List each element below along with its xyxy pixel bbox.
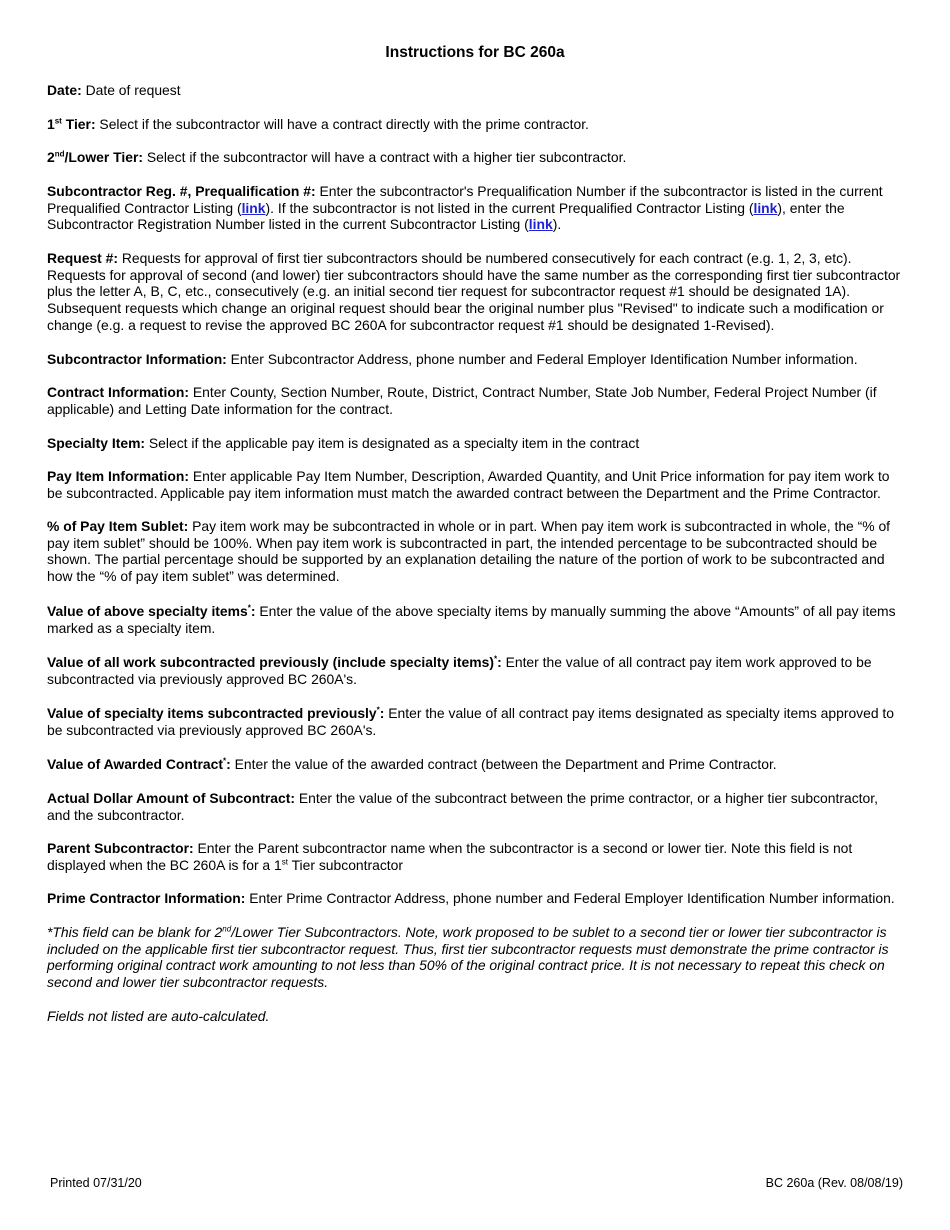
auto-calculated-note: Fields not listed are auto-calculated.	[47, 1008, 270, 1024]
printed-date: Printed 07/31/20	[50, 1176, 142, 1190]
entry-label: 1st Tier:	[47, 116, 96, 132]
entry-label: Prime Contractor Information:	[47, 890, 246, 906]
entry-text: Enter Prime Contractor Address, phone number and Federal Employer Identification Number information.	[245, 890, 895, 906]
entry-label: Date:	[47, 82, 82, 98]
entry-label: Specialty Item:	[47, 435, 146, 451]
entry-text: Enter the value of the subcontract between the prime contractor, or a higher tier subcontractor, and the subcontractor.	[47, 790, 878, 823]
entry-subcontractor-reg: Subcontractor Reg. #, Prequalification #: Enter the subcontractor's Prequalification Number if the subcontractor is listed in the current Prequalified Contractor Listing (link). If the subcontractor is not listed in the current Prequalified Contractor Listing (link), enter the Subcontractor Registration Number listed in the current Subcontractor Listing (link).	[47, 183, 883, 233]
entry-text: Pay item work may be subcontracted in whole or in part. When pay item work is subcontracted in whole, the “% of pay item sublet” should be 100%. When pay item work is subcontracted in part, the intended percentage to be subcontracted should be shown. The partial percentage should be supported by an explanation detailing the nature of the portion of work to be subcontracted and how the “% of pay item sublet” was determined.	[47, 518, 891, 585]
entry-text: Enter the value of the awarded contract (between the Department and Prime Contractor.	[230, 756, 777, 772]
entry-text: Select if the applicable pay item is designated as a specialty item in the contract	[145, 435, 640, 451]
entry-text: Enter the value of all contract pay item work approved to be subcontracted via previously approved BC 260A's.	[47, 654, 872, 687]
entry-label: Request #:	[47, 250, 119, 266]
entry-label: Subcontractor Information:	[47, 351, 227, 367]
entry-text: Select if the subcontractor will have a contract directly with the prime contractor.	[95, 116, 589, 132]
entry-label: Parent Subcontractor:	[47, 840, 194, 856]
entry-subcontractor-information	[47, 351, 903, 368]
entry-text: Enter applicable Pay Item Number, Description, Awarded Quantity, and Unit Price information for pay item work to be subcontracted. Applicable pay item information must match the awarded contract between the Department and the Prime Contractor.	[47, 468, 890, 501]
entry-label: 2nd/Lower Tier:	[47, 149, 143, 165]
form-revision: BC 260a (Rev. 08/08/19)	[765, 1176, 903, 1190]
entry-second-lower-tier	[47, 149, 903, 166]
entry-prime-contractor-information	[47, 890, 903, 907]
prequalified-listing-link[interactable]: link	[241, 199, 266, 216]
entry-text: Enter Subcontractor Address, phone number and Federal Employer Identification Number information.	[226, 351, 858, 367]
entry-label: Pay Item Information:	[47, 468, 190, 484]
entry-text: Enter the value of all contract pay items designated as specialty items approved to be subcontracted via previously approved BC 260A's.	[47, 705, 895, 738]
asterisk-note: *This field can be blank for 2nd/Lower Tier Subcontractors. Note, work proposed to be sublet to a second tier or lower tier subcontractor is included on the applicable first tier subcontractor request. Thus, first tier subcontractor requests must demonstrate the prime contractor is performing original contract work amounting to not less than 50% of the original contract price. It is not necessary to repeat this check on second and lower tier subcontractor requests.	[47, 924, 889, 991]
entry-text: Requests for approval of first tier subcontractors should be numbered consecutively for each contract (e.g. 1, 2, 3, etc). Requests for approval of second (and lower) tier subcontractors should have the same number as the corresponding first tier subcontractor plus the letter A, B, C, etc., consecutively (e.g. an initial second tier request for subcontractor request #1 should be designated 1A). Subsequent requests which change an original request should bear the original number plus "Revised" to indicate such a modification or change (e.g. a request to revise the approved BC 260A for subcontractor request #1 should be designated 1-Revised).	[47, 250, 901, 333]
entry-label: Value of all work subcontracted previously (include specialty items)*:	[47, 654, 502, 670]
entry-label: Contract Information:	[47, 384, 189, 400]
entry-value-all-work	[47, 654, 903, 687]
entry-parent-subcontractor: Parent Subcontractor: Enter the Parent subcontractor name when the subcontractor is a second or lower tier. Note this field is not displayed when the BC 260A is for a 1st Tier subcontractor	[47, 840, 853, 873]
entry-value-specialty-previous	[47, 705, 903, 738]
entry-request-number	[47, 250, 903, 334]
entry-label: Actual Dollar Amount of Subcontract:	[47, 790, 295, 806]
entry-text: Select if the subcontractor will have a contract with a higher tier subcontractor.	[143, 149, 627, 165]
entry-text: Date of request	[81, 82, 181, 98]
entry-label: % of Pay Item Sublet:	[47, 518, 189, 534]
subcontractor-listing-link[interactable]: link	[528, 216, 553, 233]
entry-pay-item-sublet	[47, 518, 903, 585]
entry-pay-item-information	[47, 468, 903, 501]
entry-value-specialty-items	[47, 603, 903, 636]
entry-label: Subcontractor Reg. #, Prequalification #:	[47, 183, 316, 199]
entry-label: Value of above specialty items*:	[47, 603, 256, 619]
page-title: Instructions for BC 260a	[385, 44, 565, 61]
entry-text: Enter the value of the above specialty items by manually summing the above “Amounts” of all pay items marked as a specialty item.	[47, 603, 896, 636]
entry-actual-dollar-amount	[47, 790, 903, 823]
entry-text: Enter County, Section Number, Route, District, Contract Number, State Job Number, Federal Project Number (if applicable) and Letting Date information for the contract.	[47, 384, 877, 417]
entry-value-awarded-contract	[47, 756, 903, 773]
entry-label: Value of Awarded Contract*:	[47, 756, 231, 772]
prequalified-listing-link-2[interactable]: link	[753, 199, 778, 216]
entry-label: Value of specialty items subcontracted previously*:	[47, 705, 385, 721]
entry-first-tier	[47, 116, 903, 133]
entry-contract-information	[47, 384, 903, 417]
entry-date	[47, 82, 903, 99]
entry-specialty-item	[47, 435, 903, 452]
